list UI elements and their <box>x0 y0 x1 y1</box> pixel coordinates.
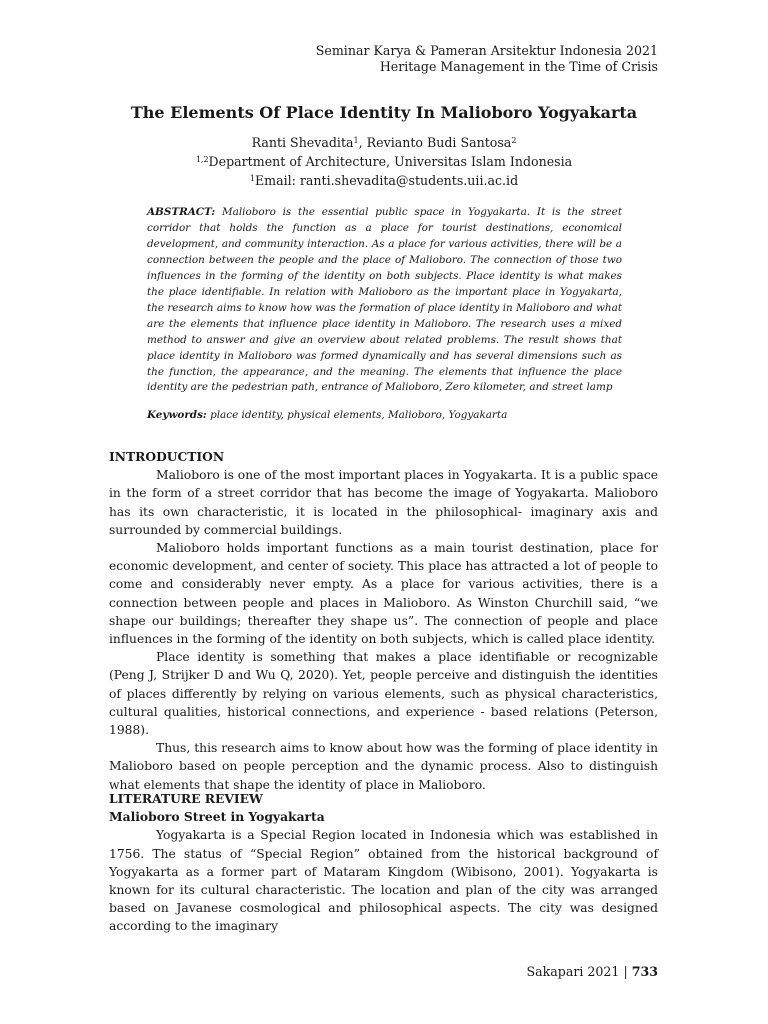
page-number: 733 <box>631 964 658 979</box>
abstract <box>147 205 622 396</box>
affiliation-sup: 1,2 <box>195 155 209 164</box>
literature-paragraph-1: Yogyakarta is a Special Region located in Indonesia which was established in 1756. The status of “Special Region” obtained from the historical background of Yogyakarta as a former part of Mataram Kingdom (Wibisono, 2001). Yogyakarta is known for its cultural characteristic. The location and plan of the city was arranged based on Javanese cosmological and philosophical aspects. The city was designed according to the imaginary <box>109 828 658 934</box>
running-header <box>316 43 658 75</box>
keywords-text: place identity, physical elements, Malioboro, Yogyakarta <box>210 409 508 421</box>
keywords-label: Keywords: <box>147 409 207 421</box>
introduction-section <box>109 448 658 794</box>
author-1: Ranti Shevadita <box>251 135 354 150</box>
intro-paragraph-1: Malioboro is one of the most important places in Yogyakarta. It is a public space in the form of a street corridor that has become the image of Yogyakarta. Malioboro has its own characteristic, it is located in the philosophical- imaginary axis and surrounded by commercial buildings. <box>109 468 658 537</box>
email-line <box>0 171 768 190</box>
abstract-label: ABSTRACT: <box>147 206 216 218</box>
author-line <box>0 133 768 152</box>
literature-subheading: Malioboro Street in Yogyakarta <box>109 809 325 825</box>
email: Email: ranti.shevadita@students.uii.ac.id <box>254 173 519 188</box>
author-1-sup: 1 <box>353 136 359 145</box>
affiliation: Department of Architecture, Universitas Islam Indonesia <box>208 154 573 169</box>
introduction-heading: INTRODUCTION <box>109 449 225 464</box>
intro-paragraph-3: Place identity is something that makes a place identifiable or recognizable (Peng J, Strijker D and Wu Q, 2020). Yet, people perceive and distinguish the identities of places differently by relying on various elements, such as physical characteristics, cultural qualities, historical connections, and experience - based relations (Peterson, 1988). <box>109 650 658 738</box>
literature-heading: LITERATURE REVIEW <box>109 791 263 806</box>
intro-paragraph-4: Thus, this research aims to know about how was the forming of place identity in Malioboro based on people perception and the dynamic process. Also to distinguish what elements that shape the identity of place in Malioboro. <box>109 741 658 792</box>
paper-title: The Elements Of Place Identity In Malioboro Yogyakarta <box>130 103 638 122</box>
author-separator: , <box>358 135 367 150</box>
header-conference: Seminar Karya & Pameran Arsitektur Indonesia 2021 <box>315 43 658 58</box>
intro-paragraph-2: Malioboro holds important functions as a main tourist destination, place for economic development, and center of society. This place has attracted a lot of people to come and considerably never empty. As a place for various activities, there is a connection between people and places in Malioboro. As Winston Churchill said, “we shape our buildings; thereafter they shape us”. The connection of people and place influences in the forming of the identity on both subjects, which is called place identity. <box>109 541 658 647</box>
author-2-sup: 2 <box>511 136 517 145</box>
footer-separator: | <box>623 964 628 979</box>
page-footer <box>527 964 659 979</box>
affiliation-line <box>0 152 768 171</box>
abstract-text: Malioboro is the essential public space in Yogyakarta. It is the street corridor that holds the function as a place for tourist destinations, economical development, and community interaction. As a place for various activities, there will be a connection between the people and the place of Malioboro. The connection of those two influences in the forming of the identity on both subjects. Place identity is what makes the place identifiable. In relation with Malioboro as the important place in Yogyakarta, the research aims to know how was the formation of place identity in Malioboro and what are the elements that influence place identity in Malioboro. The research uses a mixed method to answer and give an overview about related problems. The result shows that place identity in Malioboro was formed dynamically and has several dimensions such as the function, the appearance, and the meaning. The elements that influence the place identity are the pedestrian path, entrance of Malioboro, Zero kilometer, and street lamp <box>147 206 622 394</box>
email-sup: 1 <box>249 174 255 183</box>
header-theme: Heritage Management in the Time of Crisis <box>379 59 658 74</box>
literature-section <box>109 790 658 936</box>
author-block <box>0 133 768 190</box>
author-2: Revianto Budi Santosa <box>366 135 512 150</box>
keywords <box>147 409 622 421</box>
footer-label: Sakapari 2021 <box>526 964 620 979</box>
